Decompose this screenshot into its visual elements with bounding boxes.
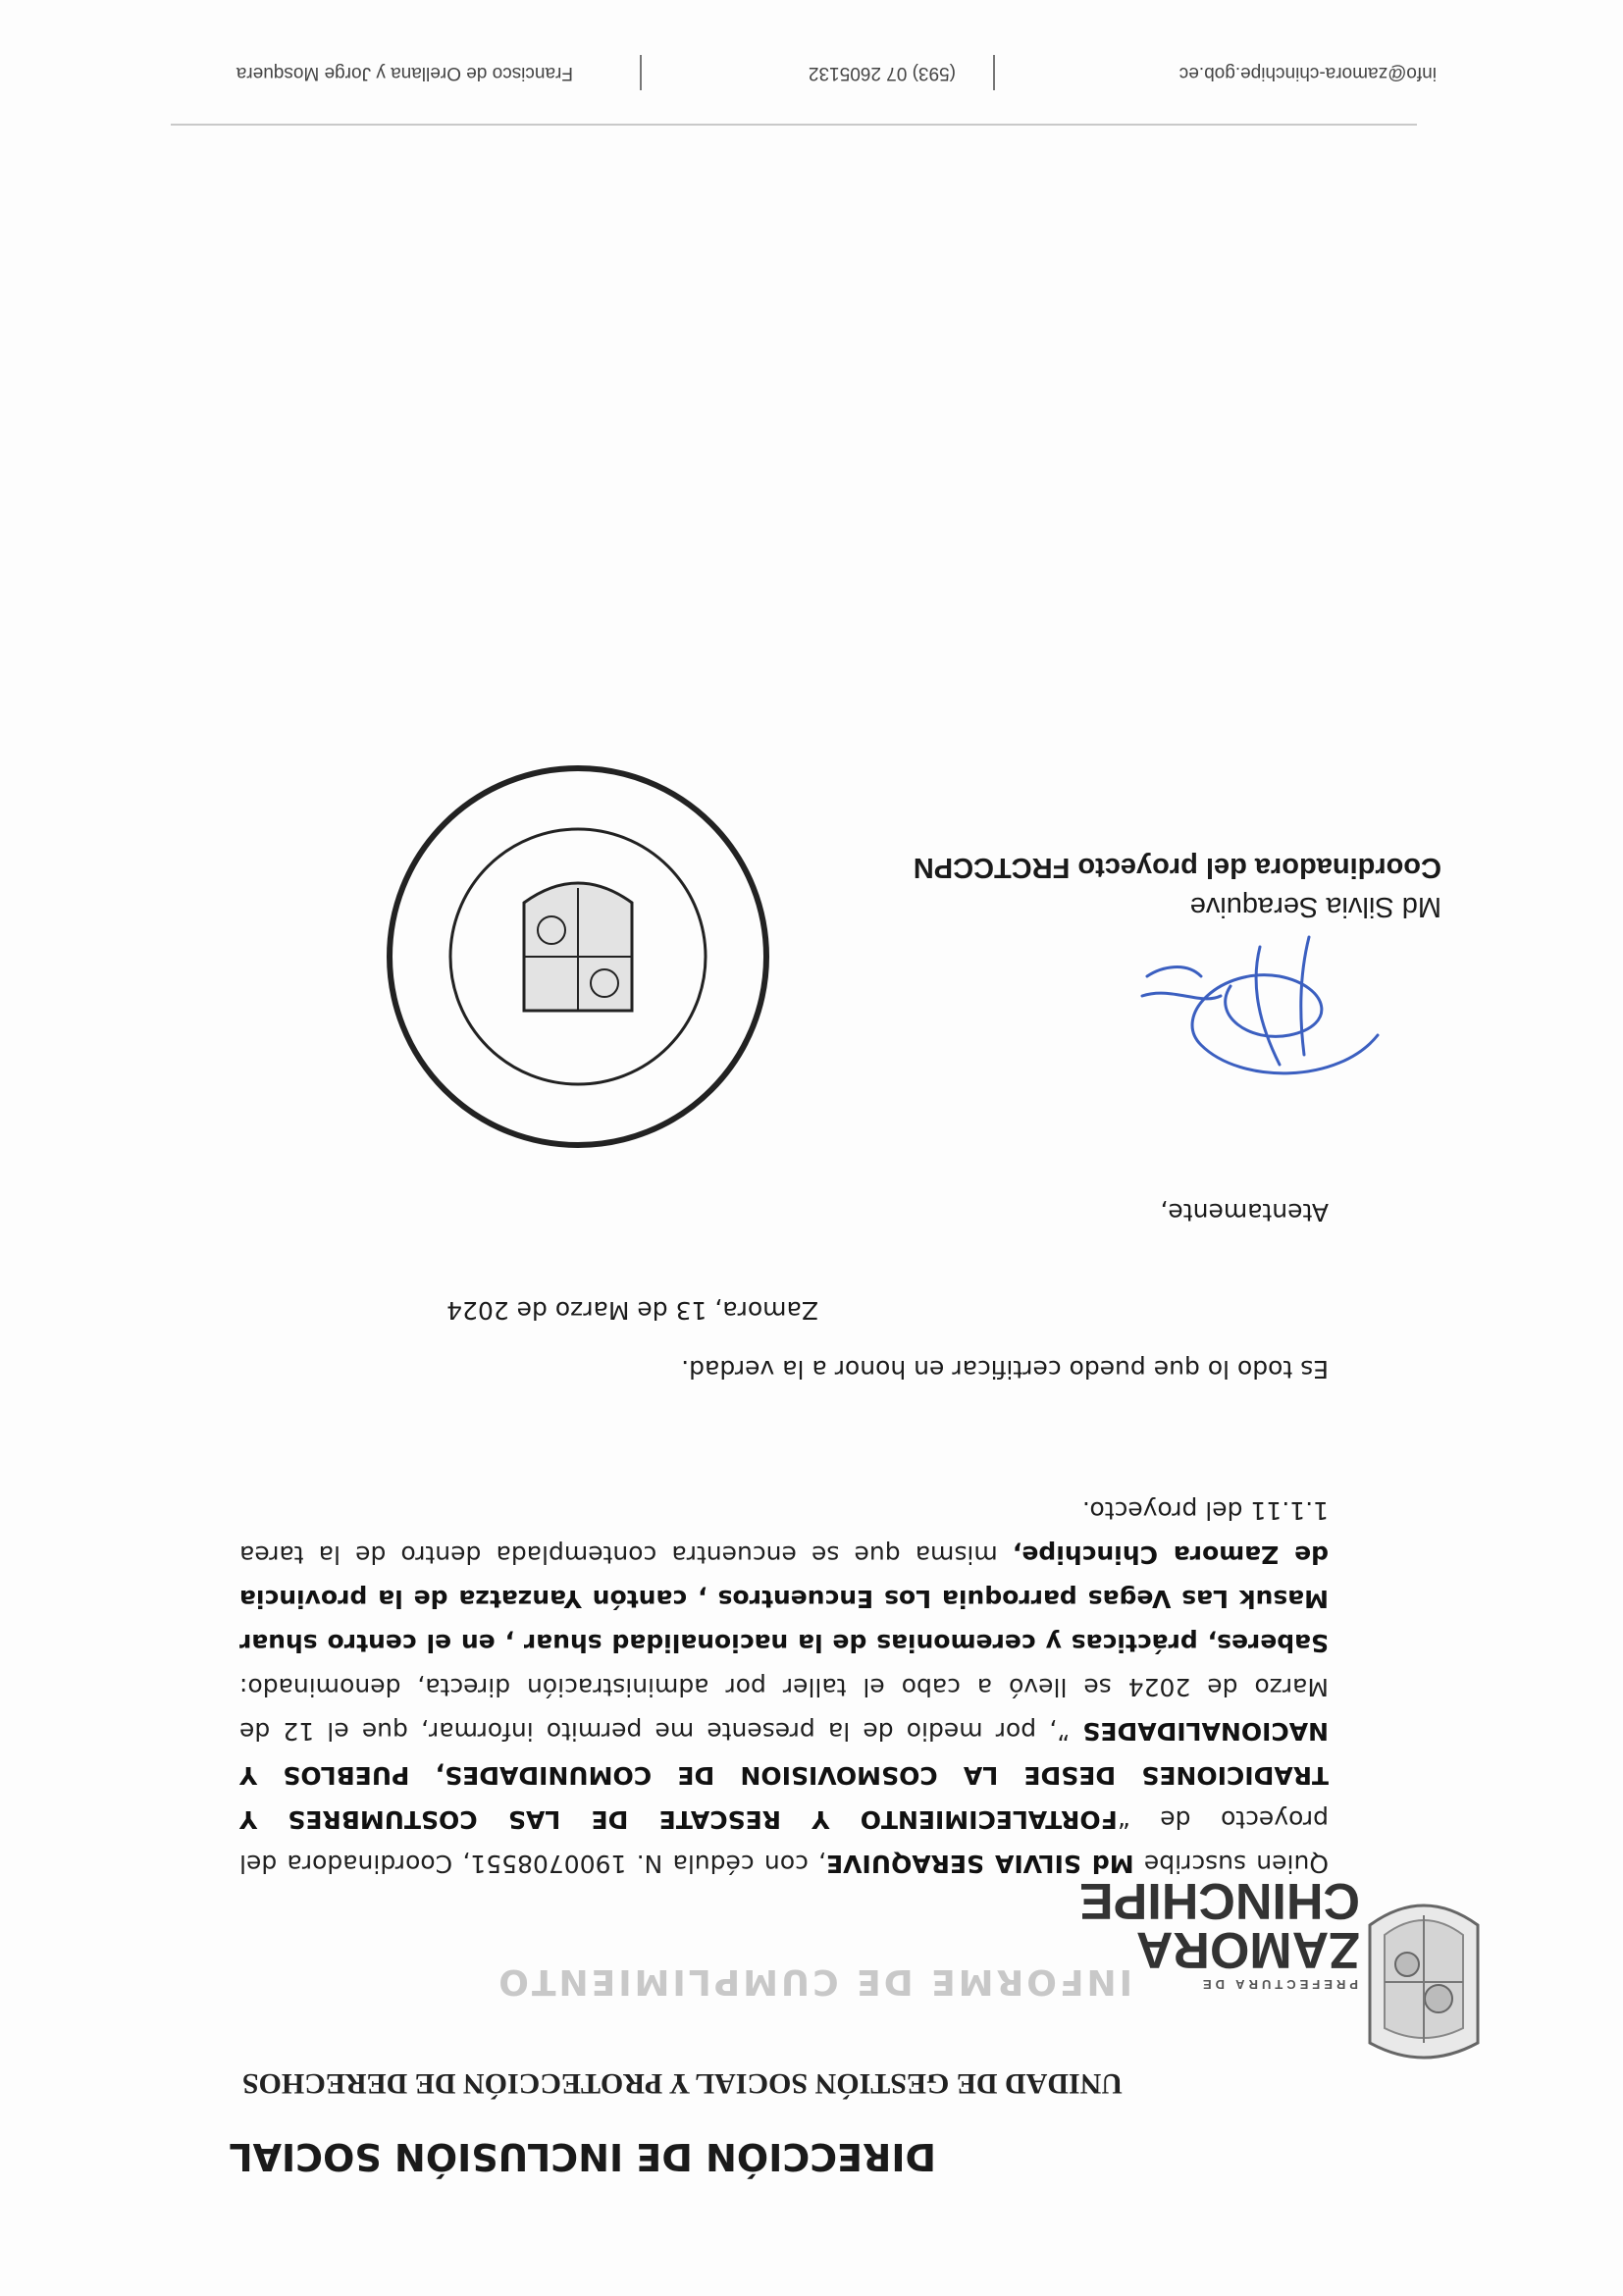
body-text-b: , con cédula N. 1900708551, Coordinadora del proyecto de “ — [239, 1805, 1329, 1878]
body-text-d: misma que se encuentra contemplada dentro de la tarea 1.1.11 del proyecto. — [239, 1496, 1329, 1569]
department-title: DIRECCIÓN DE INCLUSIÓN SOCIAL — [229, 2135, 936, 2178]
official-seal-stamp — [377, 756, 779, 1158]
footer-email: info@zamora-chinchipe.gob.ec — [1178, 63, 1437, 83]
body-paragraph — [239, 1488, 1329, 1886]
footer-phone: (593) 07 2605132 — [808, 63, 956, 83]
coat-of-arms-icon — [1360, 1886, 1488, 2072]
signer-name: Md Silvia Seraquive — [1189, 891, 1441, 922]
project-name: FORTALECIMIENTO Y RESCATE DE LAS COSTUMBRES Y TRADICIONES DESDE LA COSMOVISION DE COMUNIDADES, PUEBLOS Y NACIONALIDADES — [239, 1717, 1329, 1834]
logo-line2: CHINCHIPE — [1078, 1872, 1360, 1929]
certification-text: Es todo lo que puedo certificar en honor a la verdad. — [681, 1355, 1329, 1383]
handwritten-signature — [1123, 927, 1397, 1094]
logo-line1: ZAMORA — [1135, 1921, 1360, 1978]
signer-name-inline: Md SILVIA SERAQUIVE — [826, 1850, 1134, 1878]
unit-title: UNIDAD DE GESTIÓN SOCIAL Y PROTECCIÓN DE DERECHOS — [241, 2067, 1123, 2100]
date-line: Zamora, 13 de Marzo de 2024 — [446, 1296, 818, 1325]
footer-divider — [171, 124, 1417, 126]
body-text-a: Quien suscribe — [1133, 1850, 1329, 1878]
closing-text: Atentamente, — [1160, 1198, 1329, 1226]
workshop-name: Saberes, prácticas y ceremonias de la nacionalidad shuar , en el centro shuar Masuk Las Vegas parroquia Los Encuentros , cantón Yanzatza de la provincia de Zamora Chinchipe, — [239, 1540, 1329, 1657]
logo-top-text: PREFECTURA DE — [1198, 1977, 1358, 1992]
signer-role: Coordinadora del proyecto FRCTCCPN — [913, 852, 1441, 883]
footer-separator — [993, 55, 995, 90]
body-text-c: ”, por medio de la presente me permito informar, que el 12 de Marzo de 2024 se llevó a cabo el taller por administración directa, denominado: — [239, 1673, 1329, 1746]
footer-address: Francisco de Orellana y Jorge Mosquera — [236, 63, 573, 83]
footer-separator — [640, 55, 642, 90]
document-title: INFORME DE CUMPLIMIENTO — [496, 1961, 1132, 2002]
